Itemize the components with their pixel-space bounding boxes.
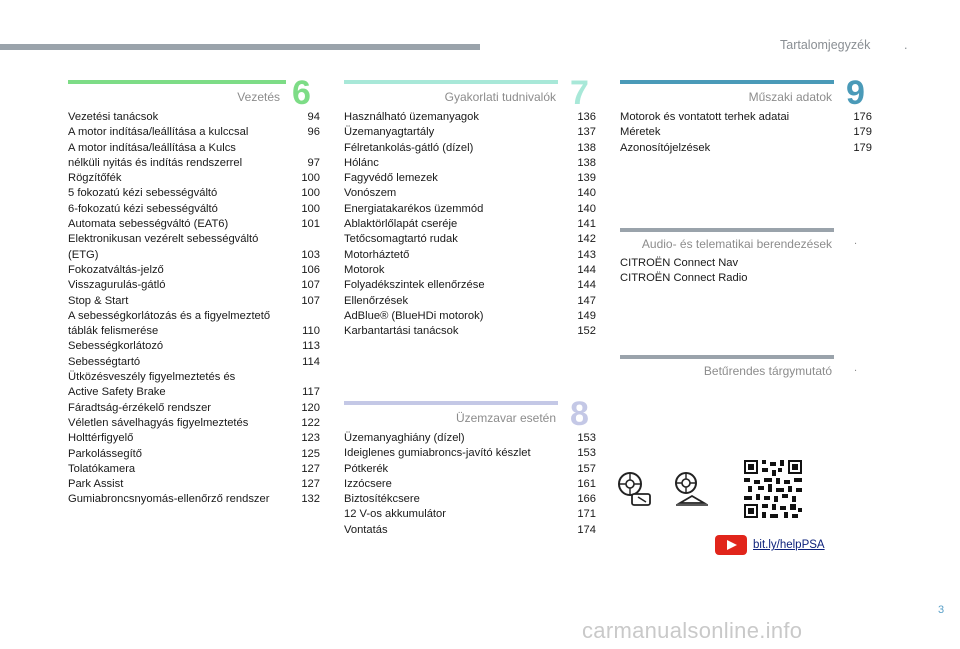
toc-entry[interactable] <box>68 171 320 186</box>
toc-entry-label: Ellenőrzések <box>344 294 409 307</box>
toc-entry-label: A motor indítása/leállítása a kulccsal <box>68 126 249 139</box>
toc-entry-page: 144 <box>577 263 596 276</box>
toc-entry-label: Park Assist <box>68 478 124 491</box>
toc-entry-label: Sebességtartó <box>68 355 141 368</box>
toc-entry[interactable] <box>68 232 320 263</box>
toc-entry[interactable] <box>344 294 596 309</box>
toc-entry[interactable] <box>344 248 596 263</box>
toc-entry[interactable] <box>344 110 596 125</box>
toc-entry-page: 152 <box>577 325 596 338</box>
page-header-dot: . <box>904 38 908 52</box>
toc-entry-page: 161 <box>577 477 596 490</box>
toc-entry-label: Biztosítékcsere <box>344 493 420 506</box>
toc-entry[interactable] <box>344 462 596 477</box>
toc-entry[interactable] <box>68 294 320 309</box>
toc-entry[interactable] <box>344 523 596 538</box>
toc-entry[interactable] <box>344 232 596 247</box>
toc-entry-label: Üzemanyaghiány (dízel) <box>344 432 465 444</box>
toc-entry[interactable] <box>68 355 320 370</box>
toc-entry-label: Ideiglenes gumiabroncs-javító készlet <box>344 447 531 460</box>
tire-repair-icon <box>616 470 656 510</box>
section-8-title: Üzemzavar esetén <box>455 411 556 425</box>
spare-wheel-icon <box>672 470 712 510</box>
toc-entry-page: 140 <box>577 187 596 200</box>
toc-entry[interactable] <box>68 370 320 401</box>
toc-entry-page: 171 <box>577 508 596 521</box>
toc-entry-page: 107 <box>301 294 320 307</box>
index-section-title: Betűrendes tárgymutató <box>703 364 832 378</box>
toc-entry-page: 94 <box>307 111 320 123</box>
toc-entry-label: Automata sebességváltó (EAT6) <box>68 218 229 231</box>
toc-entry-page: 138 <box>577 156 596 169</box>
section-6-list <box>68 110 320 508</box>
toc-entry-label: Folyadékszintek ellenőrzése <box>344 279 485 292</box>
toc-entry[interactable] <box>344 507 596 522</box>
toc-entry-page: 179 <box>853 141 872 154</box>
toc-entry[interactable] <box>344 156 596 171</box>
toc-entry-page: 138 <box>577 141 596 154</box>
toc-entry-label: Izzócsere <box>344 477 392 490</box>
toc-entry-page: 147 <box>577 294 596 307</box>
toc-entry-page: 132 <box>301 493 320 506</box>
toc-entry-page: 127 <box>301 478 320 491</box>
toc-entry[interactable] <box>68 416 320 431</box>
toc-entry[interactable] <box>68 447 320 462</box>
toc-entry-page: 100 <box>301 187 320 200</box>
section-6-number: 6 <box>292 74 311 112</box>
toc-entry[interactable] <box>68 339 320 354</box>
toc-entry[interactable] <box>344 125 596 140</box>
toc-entry-label: Elektronikusan vezérelt sebességváltó (ETG) <box>68 233 259 261</box>
toc-entry-page: 117 <box>302 386 320 399</box>
section-7-list <box>344 110 596 339</box>
toc-entry-page: 125 <box>301 447 320 460</box>
toc-entry[interactable] <box>344 171 596 186</box>
toc-entry-page: 179 <box>853 126 872 139</box>
toc-entry-label: Üzemanyagtartály <box>344 126 435 139</box>
toc-entry[interactable] <box>344 263 596 278</box>
help-link[interactable] <box>715 535 825 555</box>
toc-entry[interactable] <box>68 263 320 278</box>
page-number: 3 <box>938 604 945 616</box>
toc-entry-label: AdBlue® (BlueHDi motorok) <box>344 309 484 322</box>
toc-entry-page: 123 <box>301 432 320 445</box>
section-9-bar <box>620 80 834 84</box>
section-7-bar <box>344 80 558 84</box>
toc-entry[interactable] <box>68 431 320 446</box>
toc-entry-page: 106 <box>301 263 320 276</box>
toc-entry-label: 6-fokozatú kézi sebességváltó <box>68 202 218 215</box>
toc-entry-page: 174 <box>577 523 596 536</box>
list-item: CITROËN Connect Radio <box>620 272 748 285</box>
section-8-number: 8 <box>570 395 589 433</box>
toc-entry-label: Motorháztető <box>344 248 410 261</box>
toc-entry-label: Azonosítójelzések <box>620 141 711 154</box>
toc-entry[interactable] <box>344 446 596 461</box>
toc-entry-page: 176 <box>853 111 872 123</box>
toc-entry-label: Használható üzemanyagok <box>344 111 479 123</box>
toc-entry-label: 5 fokozatú kézi sebességváltó <box>68 187 218 200</box>
section-8-bar <box>344 401 558 405</box>
toc-entry-label: A motor indítása/leállítása a Kulcs nélküli nyitás és indítás rendszerrel <box>68 141 243 169</box>
section-6-bar <box>68 80 286 84</box>
toc-entry-label: Stop & Start <box>68 294 129 307</box>
toc-entry-label: Karbantartási tanácsok <box>344 325 459 338</box>
toc-entry-label: Parkolássegítő <box>68 447 143 460</box>
toc-entry-page: 120 <box>301 401 320 414</box>
toc-entry-page: 100 <box>301 172 320 185</box>
toc-entry-label: Fáradtság-érzékelő rendszer <box>68 401 212 414</box>
toc-entry-page: 143 <box>577 248 596 261</box>
toc-entry[interactable] <box>344 324 596 339</box>
index-section-bar <box>620 355 834 359</box>
toc-entry-page: 139 <box>577 172 596 185</box>
toc-entry[interactable] <box>68 278 320 293</box>
toc-entry-label: Motorok <box>344 263 385 276</box>
toc-entry-label: Méretek <box>620 126 661 139</box>
toc-entry-label: Fagyvédő lemezek <box>344 172 438 185</box>
toc-entry[interactable] <box>68 125 320 140</box>
toc-entry-label: Félretankolás-gátló (dízel) <box>344 141 474 154</box>
toc-entry[interactable] <box>68 217 320 232</box>
toc-entry-page: 142 <box>577 233 596 246</box>
toc-entry-page: 137 <box>577 126 596 139</box>
audio-section-bar <box>620 228 834 232</box>
list-item: CITROËN Connect Nav <box>620 257 739 269</box>
toc-entry-page: 113 <box>302 340 320 353</box>
toc-entry-page: 103 <box>301 248 320 261</box>
toc-entry[interactable] <box>344 186 596 201</box>
toc-entry[interactable] <box>68 492 320 507</box>
toc-entry-label: Visszagurulás-gátló <box>68 279 166 292</box>
toc-entry-page: 141 <box>577 218 596 231</box>
toc-entry[interactable] <box>344 431 596 446</box>
toc-entry-page: 127 <box>301 462 320 475</box>
index-section-dot: . <box>854 362 858 374</box>
toc-entry-page: 166 <box>577 493 596 506</box>
toc-entry-label: Ablaktörlőlapát cseréje <box>344 218 458 231</box>
toc-entry-label: Pótkerék <box>344 462 389 475</box>
toc-entry-page: 107 <box>301 279 320 292</box>
toc-entry-page: 96 <box>307 126 320 139</box>
section-6-title: Vezetés <box>237 90 280 104</box>
toc-entry-page: 100 <box>301 202 320 215</box>
page-header-title: Tartalomjegyzék <box>780 38 871 52</box>
toc-entry[interactable] <box>68 141 320 172</box>
toc-entry-page: 157 <box>577 462 596 475</box>
section-9-number: 9 <box>846 74 865 112</box>
section-9-list <box>620 110 872 156</box>
section-8-list <box>344 431 596 538</box>
audio-section-list <box>620 256 834 287</box>
toc-entry[interactable] <box>620 125 872 140</box>
toc-entry-label: Holttérfigyelő <box>68 432 134 445</box>
toc-entry[interactable] <box>68 110 320 125</box>
toc-entry-page: 114 <box>302 355 320 368</box>
toc-entry-label: Tolatókamera <box>68 462 136 475</box>
toc-entry-label: Hólánc <box>344 156 379 169</box>
audio-section-title: Audio- és telematikai berendezések <box>641 237 832 251</box>
qr-code-icon <box>744 460 802 518</box>
toc-entry[interactable] <box>344 477 596 492</box>
watermark: carmanualsonline.info <box>582 618 803 643</box>
toc-entry-label: 12 V-os akkumulátor <box>344 508 446 521</box>
toc-entry[interactable] <box>68 462 320 477</box>
toc-entry[interactable] <box>68 477 320 492</box>
toc-entry[interactable] <box>68 309 320 340</box>
toc-entry-label: Tetőcsomagtartó rudak <box>344 233 458 246</box>
toc-entry[interactable] <box>344 309 596 324</box>
toc-entry-page: 153 <box>577 432 596 444</box>
toc-entry-label: A sebességkorlátozás és a figyelmeztető táblák felismerése <box>68 309 271 338</box>
toc-entry[interactable] <box>344 202 596 217</box>
section-7-title: Gyakorlati tudnivalók <box>444 90 556 104</box>
toc-entry-page: 140 <box>577 202 596 215</box>
audio-section-dot: . <box>854 235 858 247</box>
section-9-title: Műszaki adatok <box>748 90 832 104</box>
toc-entry-label: Ütközésveszély figyelmeztetés és Active Safety Brake <box>68 371 236 399</box>
youtube-play-icon <box>715 535 747 555</box>
toc-entry-label: Sebességkorlátozó <box>68 340 164 353</box>
toc-entry-page: 144 <box>577 279 596 292</box>
top-bar <box>0 44 480 50</box>
toc-entry-label: Gumiabroncsnyomás-ellenőrző rendszer <box>68 493 270 506</box>
toc-entry-label: Vontatás <box>344 523 388 536</box>
toc-entry[interactable] <box>344 278 596 293</box>
toc-entry-label: Rögzítőfék <box>68 172 122 185</box>
toc-entry-label: Motorok és vontatott terhek adatai <box>620 111 790 123</box>
toc-entry-page: 101 <box>301 218 320 231</box>
toc-entry-page: 149 <box>577 309 596 322</box>
toc-entry-label: Vonószem <box>344 187 397 200</box>
toc-entry-page: 97 <box>307 156 320 169</box>
help-link-text[interactable]: bit.ly/helpPSA <box>753 539 825 551</box>
toc-entry[interactable] <box>68 186 320 201</box>
toc-entry-label: Vezetési tanácsok <box>68 111 159 123</box>
toc-entry-page: 153 <box>577 447 596 460</box>
toc-entry[interactable] <box>344 492 596 507</box>
toc-entry[interactable] <box>620 141 872 156</box>
toc-entry-label: Fokozatváltás-jelző <box>68 263 164 276</box>
toc-entry-label: Véletlen sávelhagyás figyelmeztetés <box>68 416 249 429</box>
section-7-number: 7 <box>570 74 589 112</box>
toc-entry[interactable] <box>68 202 320 217</box>
toc-entry[interactable] <box>68 401 320 416</box>
toc-entry[interactable] <box>344 141 596 156</box>
toc-entry-page: 136 <box>577 111 596 123</box>
toc-entry-page: 110 <box>302 325 320 338</box>
toc-entry-label: Energiatakarékos üzemmód <box>344 202 484 215</box>
toc-entry[interactable] <box>344 217 596 232</box>
toc-entry[interactable] <box>620 110 872 125</box>
toc-entry-page: 122 <box>301 416 320 429</box>
